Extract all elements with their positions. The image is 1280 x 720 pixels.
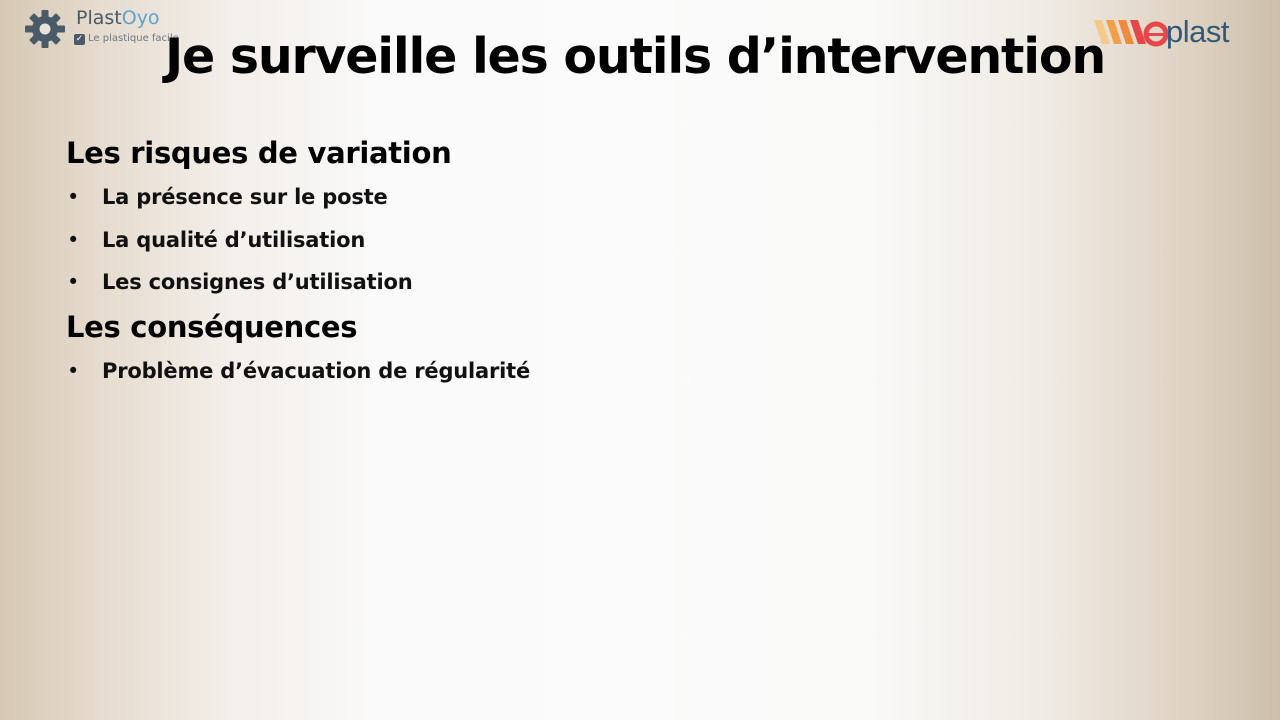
slide-title: Je surveille les outils d’intervention [164,28,1106,85]
consequences-list [66,350,1166,393]
list-item [66,219,1166,262]
list-item [66,261,1166,304]
bullet-icon: • [67,227,80,252]
checkbox-icon: ✓ [75,33,84,44]
bullet-icon: • [67,185,80,209]
weplast-wordmark: plast [1166,14,1229,49]
risks-list [66,176,1166,304]
list-item-text: Les consignes d’utilisation [102,270,413,294]
list-item-text: La présence sur le poste [102,185,388,209]
brand-part-oyo: Oyo [121,7,160,29]
list-item-text: La qualité d’utilisation [102,227,366,252]
list-item [66,176,1166,219]
bullet-icon: • [67,358,80,383]
section-heading-consequences: Les conséquences [66,309,358,344]
bullet-icon: • [67,270,80,294]
brand-part-plast: Plast [76,7,122,29]
slide-content [66,130,1166,392]
list-item [66,350,1166,393]
tagline-text: Le plastique facile [88,33,179,44]
list-item-text: Problème d’évacuation de régularité [102,358,531,383]
section-heading-risks: Les risques de variation [66,136,452,170]
